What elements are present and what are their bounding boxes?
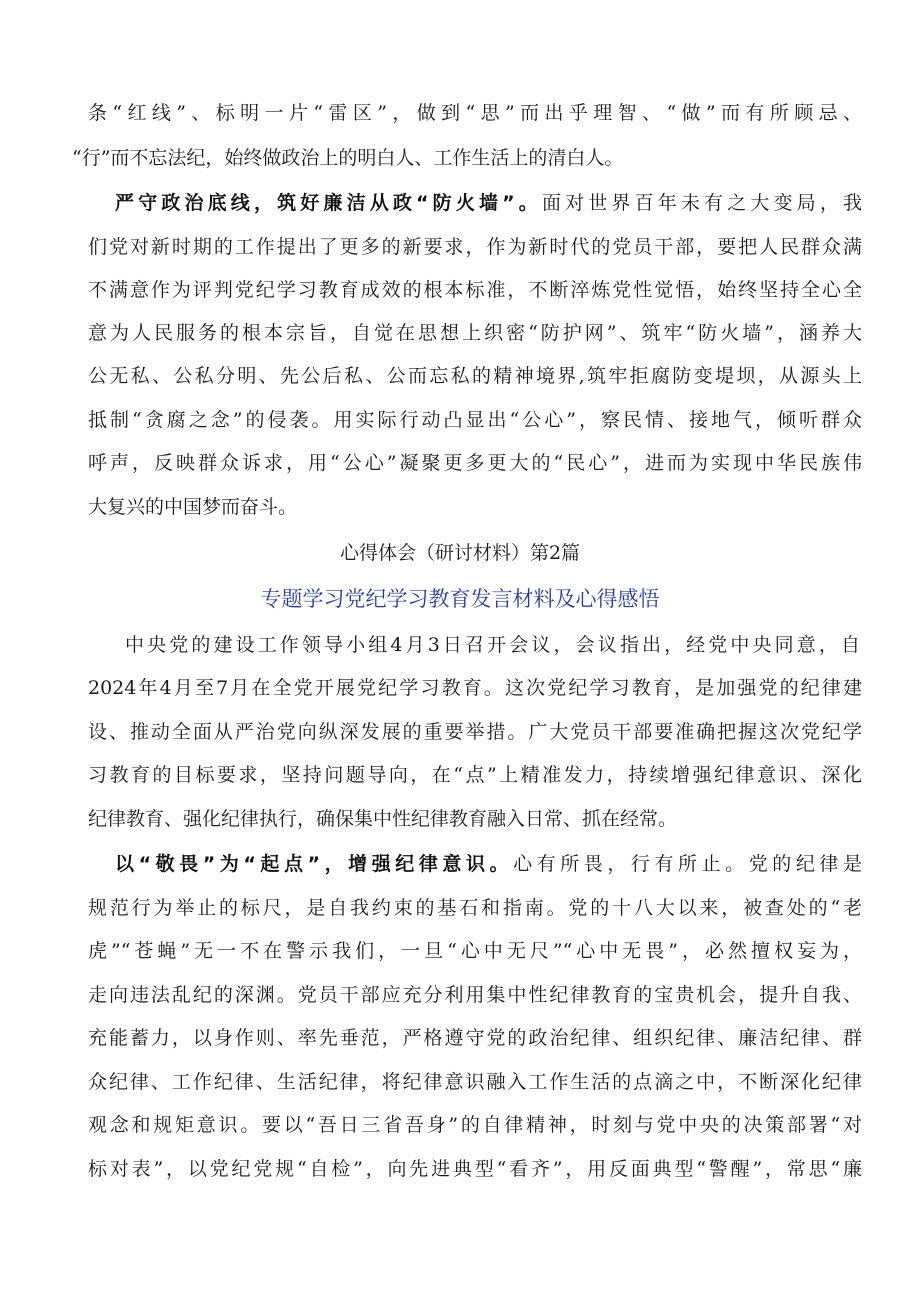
paragraph-1-line-2: “行”而不忘法纪，始终做政治上的明白人、工作生活上的清白人。 [72, 147, 624, 169]
paragraph-3-line-4: 习教育的目标要求，坚持问题导向，在“点”上精准发力，持续增强纪律意识、深化 [88, 764, 862, 786]
paragraph-1-line-1: 条“红线”、标明一片“雷区”，做到“思”而出乎理智、“做”而有所顾忌、 [88, 102, 862, 124]
paragraph-3-line-2: 2024年4月至7月在全党开展党纪学习教育。这次党纪学习教育，是加强党的纪律建 [88, 677, 862, 699]
paragraph-2-line-1-text: 面对世界百年未有之大变局，我 [541, 192, 862, 214]
paragraph-3-line-1: 中央党的建设工作领导小组4月3日召开会议，会议指出，经党中央同意，自 [125, 634, 860, 656]
paragraph-4-heading: 以“敬畏”为“起点”，增强纪律意识。 [115, 853, 514, 875]
paragraph-2-line-6: 抵制“贪腐之念”的侵袭。用实际行动凸显出“公心”，察民情、接地气，倾听群众 [88, 409, 862, 431]
paragraph-2-line-2: 们党对新时期的工作提出了更多的新要求，作为新时代的党员干部，要把人民群众满 [88, 236, 862, 258]
paragraph-4-line-2: 规范行为举止的标尺，是自我约束的基石和指南。党的十八大以来，被查处的“老 [88, 897, 862, 919]
section-title: 专题学习党纪学习教育发言材料及心得感悟 [260, 587, 660, 611]
paragraph-2-line-8: 大复兴的中国梦而奋斗。 [88, 496, 298, 518]
paragraph-4-line-1 [115, 851, 862, 877]
paragraph-3-line-5: 纪律教育、强化纪律执行，确保集中性纪律教育融入日常、抓在经常。 [88, 808, 678, 830]
paragraph-2-heading: 严守政治底线，筑好廉洁从政“防火墙”。 [115, 192, 542, 214]
paragraph-2-line-3: 不满意作为评判党纪学习教育成效的根本标准，不断淬炼党性觉悟，始终坚持全心全 [88, 279, 862, 301]
paragraph-2-line-7: 呼声，反映群众诉求，用“公心”凝聚更多更大的“民心”，进而为实现中华民族伟 [88, 452, 862, 474]
paragraph-4-line-6: 众纪律、工作纪律、生活纪律，将纪律意识融入工作生活的点滴之中，不断深化纪律 [88, 1071, 862, 1093]
paragraph-4-line-4: 走向违法乱纪的深渊。党员干部应充分利用集中性纪律教育的宝贵机会，提升自我、 [88, 984, 862, 1006]
paragraph-3-line-3: 设、推动全面从严治党向纵深发展的重要举措。广大党员干部要准确把握这次党纪学 [88, 721, 862, 743]
paragraph-2-line-4: 意为人民服务的根本宗旨，自觉在思想上织密“防护网”、筑牢“防火墙”，涵养大 [88, 322, 862, 344]
paragraph-2-line-5: 公无私、公私分明、先公后私、公而忘私的精神境界,筑牢拒腐防变堤坝，从源头上 [88, 365, 862, 387]
paragraph-4-line-1-text: 心有所畏，行有所止。党的纪律是 [513, 853, 862, 875]
paragraph-4-line-8: 标对表”，以党纪党规“自检”，向先进典型“看齐”，用反面典型“警醒”，常思“廉 [88, 1158, 862, 1180]
paragraph-4-line-3: 虎”“苍蝇”无一不在警示我们，一旦“心中无尺”“心中无畏”，必然擅权妄为， [88, 940, 862, 962]
paragraph-4-line-7: 观念和规矩意识。要以“吾日三省吾身”的自律精神，时刻与党中央的决策部署“对 [88, 1114, 862, 1136]
paragraph-2-line-1 [115, 190, 862, 216]
section-label: 心得体会（研讨材料）第2篇 [339, 542, 581, 564]
paragraph-4-line-5: 充能蓄力，以身作则、率先垂范，严格遵守党的政治纪律、组织纪律、廉洁纪律、群 [88, 1027, 862, 1049]
